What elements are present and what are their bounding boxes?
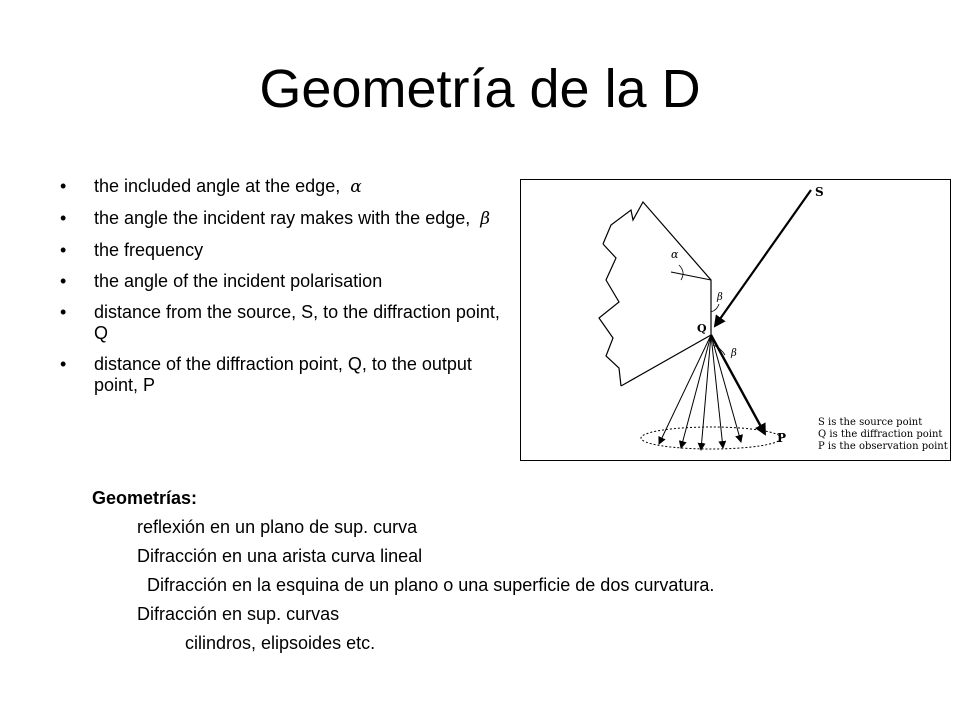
bullet-text: the angle of the incident polarisation [94,271,383,291]
label-q: Q [697,322,707,335]
bullet-text: distance from the source, S, to the diffraction point, Q [94,302,500,343]
geometrias-item: reflexión en un plano de sup. curva [137,517,418,537]
diffracted-ray-main [711,335,765,434]
geometrias-item: cilindros, elipsoides etc. [185,633,376,653]
bullet-marker: • [60,354,67,374]
bullet-item [60,208,500,230]
bullet-marker: • [60,208,67,228]
label-alpha: α [671,248,679,261]
legend-line: S is the source point [818,417,923,428]
bullet-marker: • [60,240,67,260]
beta-symbol: β [480,209,491,229]
label-s: S [815,185,824,199]
diffraction-geometry-figure [520,179,951,461]
bullet-item [60,271,500,292]
alpha-arc [679,265,683,280]
slide-title: Geometría de la D [259,59,701,119]
bullet-marker: • [60,176,67,196]
bullet-list [60,176,500,406]
geometrias-item: Difracción en la esquina de un plano o una superficie de dos curvatura. [142,575,715,595]
legend-line: P is the observation point [818,441,948,452]
bullet-text: distance of the diffraction point, Q, to the output point, P [94,354,472,395]
alpha-symbol: α [350,177,362,197]
diffraction-diagram [521,180,952,462]
geometrias-heading: Geometrías: [92,488,198,508]
bullet-item [60,240,500,261]
bullet-item [60,354,500,396]
wedge-bottom-face [621,335,711,386]
incident-ray [715,190,811,326]
label-p: P [777,431,787,445]
geometrias-item: Difracción en una arista curva lineal [137,546,423,566]
label-beta-top: β [717,292,723,303]
bullet-marker: • [60,302,67,322]
bullet-item [60,302,500,344]
label-beta-bottom: β [731,348,737,359]
geometrias-item: Difracción en sup. curvas [137,604,340,624]
bullet-text: the angle the incident ray makes with the edge, [94,208,471,228]
legend-line: Q is the diffraction point [818,429,943,440]
bullet-text: the frequency [94,240,204,260]
bullet-marker: • [60,271,67,291]
bullet-text: the included angle at the edge, [94,176,341,196]
wedge-top-face [603,202,711,335]
bullet-item [60,176,500,198]
beta-arc-top [711,304,719,312]
wedge-jagged-side [599,244,621,386]
